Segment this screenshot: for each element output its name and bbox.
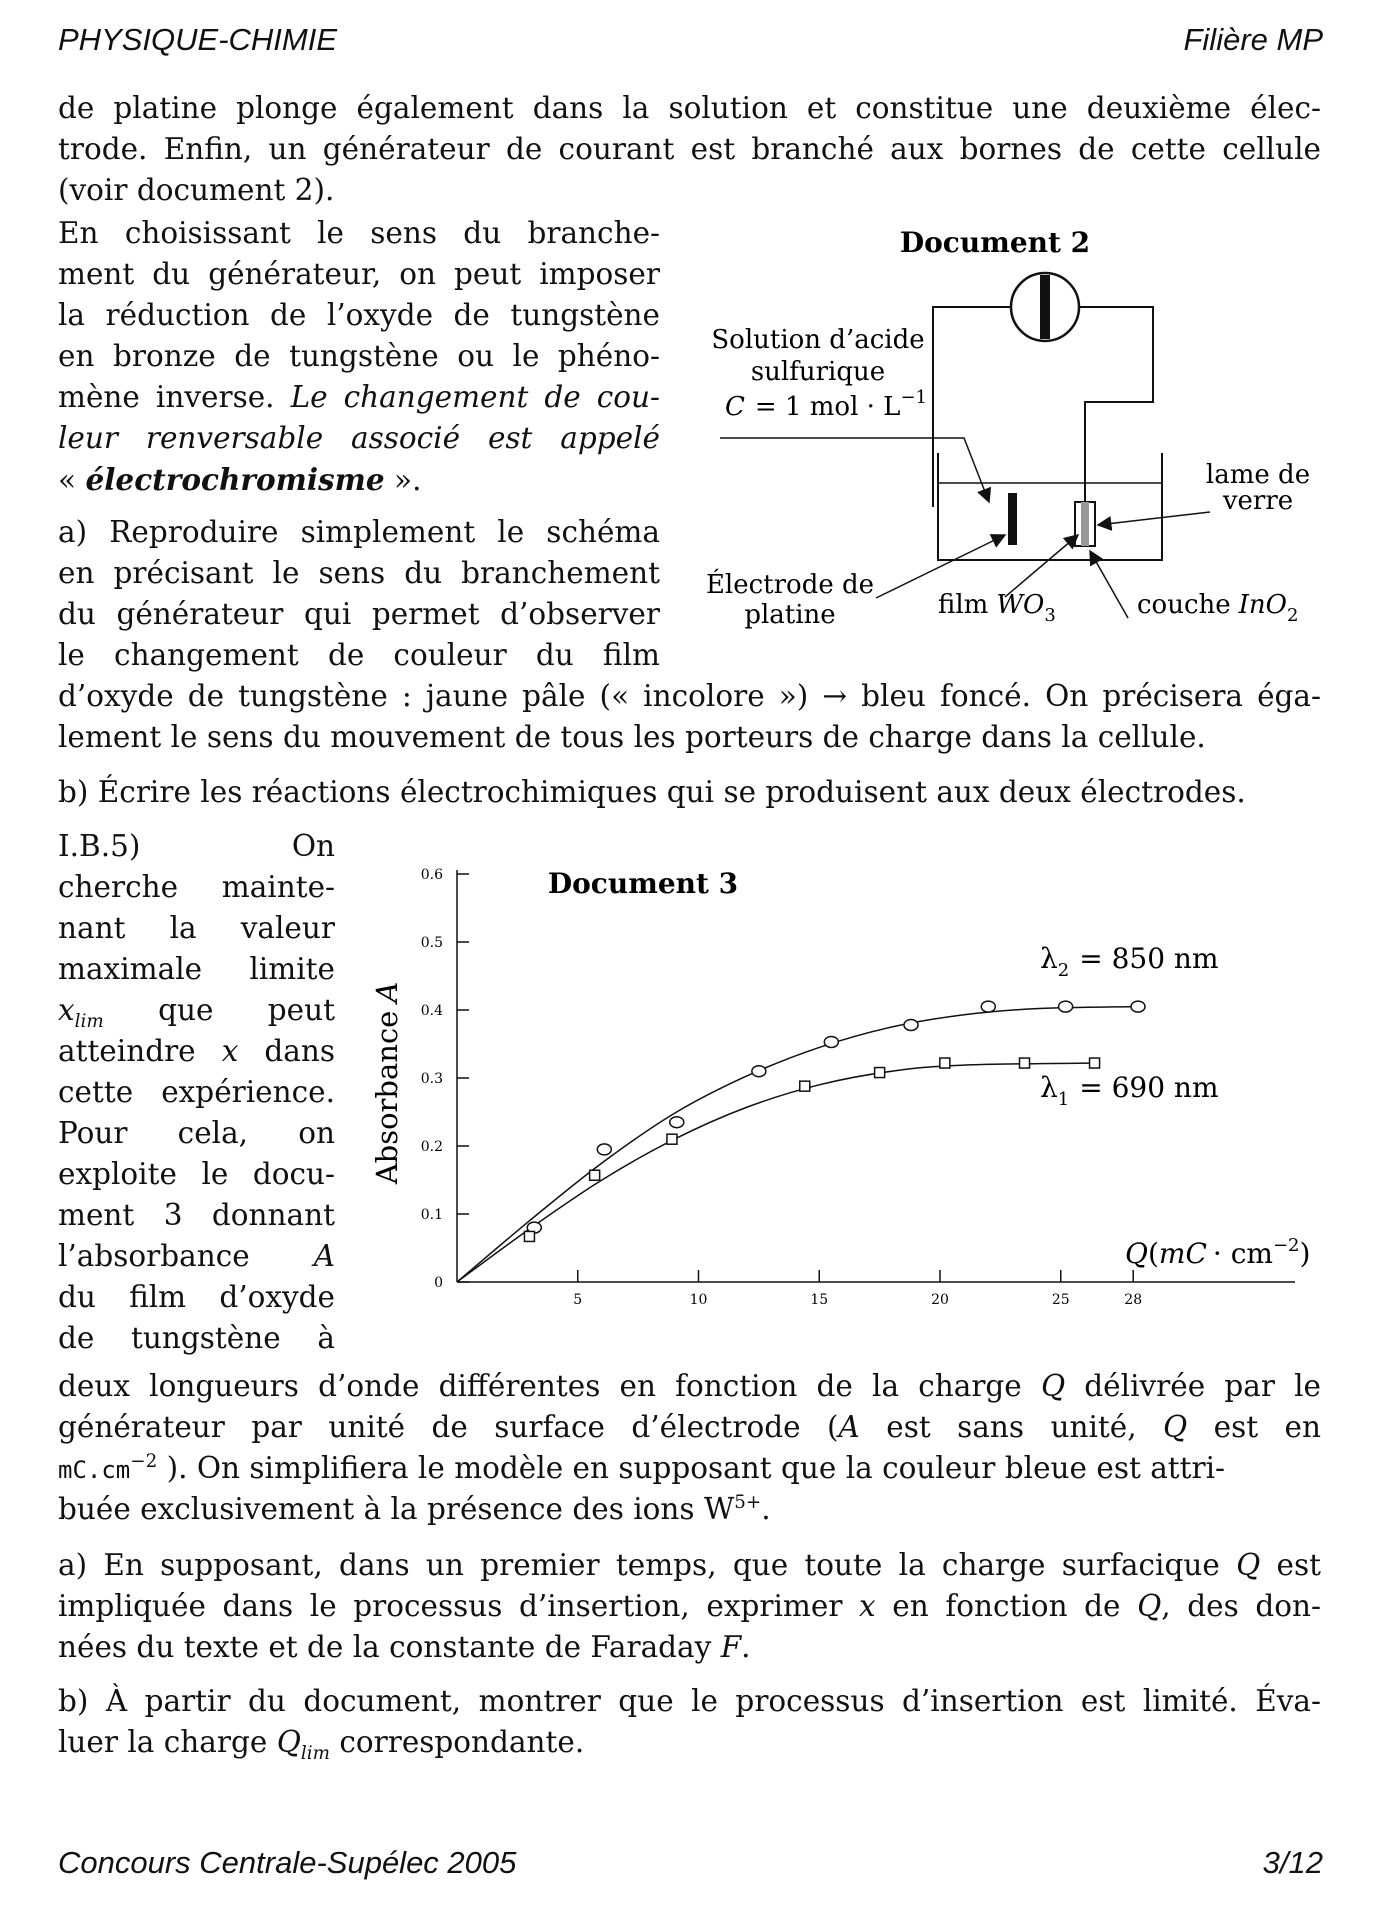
label-film	[938, 590, 1056, 626]
y-axis-label	[370, 982, 404, 1186]
text-line	[58, 1627, 751, 1668]
text-run: est sans unité,	[886, 1410, 1137, 1444]
data-point-circle	[752, 1066, 766, 1077]
text-run: ».	[394, 463, 422, 497]
wire-right	[1079, 307, 1153, 507]
text-run: délivrée par le	[1084, 1369, 1321, 1403]
data-point-circle	[1131, 1001, 1145, 1012]
xlabel-cm: · cm	[1212, 1237, 1273, 1270]
y-tick-label: 0.3	[420, 1071, 443, 1087]
math-sub: lim	[300, 1742, 330, 1764]
math-q: Q	[1137, 1589, 1162, 1623]
beaker	[938, 453, 1162, 560]
text-line: Pour cela, on	[58, 1116, 335, 1150]
text-run: .	[761, 1492, 771, 1526]
text-line: cherche mainte-	[58, 870, 335, 904]
film-b: WO	[996, 590, 1045, 620]
couche-a: couche	[1137, 590, 1231, 620]
text-line: En choisissant le sens du branche-	[58, 216, 660, 250]
text-run: impliquée dans le processus d’insertion, exprimer	[58, 1589, 843, 1623]
text-run: «	[58, 463, 77, 497]
wire-left	[933, 307, 1011, 507]
text-line: a) Reproduire simplement le schéma	[58, 515, 660, 549]
data-point-square	[1090, 1058, 1100, 1068]
x-tick-label: 28	[1124, 1292, 1143, 1308]
xlabel-open: (	[1147, 1237, 1159, 1270]
text-run: deux longueurs d’onde différentes en fonction de la charge	[58, 1369, 1022, 1403]
ylabel-a: A	[370, 981, 404, 1003]
text-run: en fonction de	[892, 1589, 1121, 1623]
text-line: ment 3 donnant	[58, 1198, 335, 1232]
text-run: est	[1276, 1548, 1321, 1582]
label-solution-1: Solution d’acide	[711, 325, 925, 355]
data-point-square	[524, 1231, 534, 1241]
x-tick-label: 10	[689, 1292, 708, 1308]
text-line: le changement de couleur du film	[58, 638, 660, 672]
text-line	[58, 459, 421, 501]
text-line	[58, 826, 335, 867]
legend-lambda2	[1040, 942, 1219, 981]
data-point-circle	[981, 1001, 995, 1012]
text-line	[58, 1366, 1321, 1407]
math-a: A	[838, 1410, 860, 1444]
doc2-title: Document 2	[899, 226, 1091, 259]
data-point-circle	[904, 1019, 918, 1030]
text-line	[58, 1031, 335, 1072]
platinum-electrode	[1008, 493, 1017, 545]
label-solution-2: sulfurique	[750, 357, 886, 387]
text-line: trode. Enfin, un générateur de courant est branché aux bornes de cette cellule	[58, 132, 1321, 166]
y-tick-label: 0	[434, 1275, 443, 1291]
text-line	[58, 1722, 584, 1763]
data-point-circle	[824, 1036, 838, 1047]
data-markers	[524, 1001, 1145, 1241]
header-section: PHYSIQUE-CHIMIE	[58, 22, 338, 57]
math-q: Q	[276, 1725, 301, 1759]
label-concentration	[725, 387, 927, 422]
text-line	[58, 1236, 335, 1277]
label-lame-1: lame de	[1205, 460, 1311, 490]
text-run: l’absorbance	[58, 1239, 250, 1273]
text-run: buée exclusivement à la présence des ions	[58, 1492, 695, 1526]
math-x: x	[859, 1589, 876, 1623]
x-tick-label: 25	[1051, 1292, 1070, 1308]
text-run: atteindre	[58, 1034, 196, 1068]
section-number: I.B.5)	[58, 829, 141, 863]
text-run: est en	[1213, 1410, 1321, 1444]
text-line	[58, 1448, 1321, 1491]
text-run: luer la charge	[58, 1725, 268, 1759]
x-axis-label	[1125, 1235, 1310, 1270]
text-line: exploite le docu-	[58, 1157, 335, 1191]
ylabel-text: Absorbance	[370, 1010, 404, 1185]
arrow-electrode	[876, 535, 1005, 598]
text-line: lement le sens du mouvement de tous les porteurs de charge dans la cellule.	[58, 720, 1206, 754]
text-line: de platine plonge également dans la solution et constitue une deuxième élec-	[58, 91, 1321, 125]
text-line: la réduction de l’oxyde de tungstène	[58, 298, 660, 332]
unit-exp: −2	[130, 1451, 158, 1473]
ion-w: W	[703, 1492, 735, 1526]
text-run: a) En supposant, dans un premier temps, que toute la charge surfacique	[58, 1548, 1220, 1582]
text-run: générateur par unité de surface d’électrode (	[58, 1410, 839, 1444]
y-tick-label: 0.6	[420, 867, 443, 883]
label-electrode-2: platine	[744, 600, 836, 630]
math-x: x	[58, 993, 75, 1027]
xlabel-close: )	[1299, 1237, 1311, 1270]
header-filiere: Filière MP	[1183, 22, 1323, 57]
text-run: Le changement de cou-	[290, 380, 660, 414]
text-run: dans	[264, 1034, 335, 1068]
data-point-circle	[1059, 1001, 1073, 1012]
generator-bar	[1040, 275, 1050, 339]
text-line: maximale limite	[58, 952, 335, 986]
arrow-solution	[720, 438, 989, 502]
text-line: nant la valeur	[58, 911, 335, 945]
text-line	[58, 1489, 771, 1530]
unit-mc-cm: mC.cm	[58, 1456, 131, 1484]
text-line: d’oxyde de tungstène : jaune pâle (« incolore ») → bleu foncé. On précisera éga-	[58, 679, 1321, 713]
label-couche	[1137, 590, 1298, 626]
y-tick-label: 0.4	[420, 1003, 443, 1019]
math-x: x	[221, 1034, 239, 1068]
data-point-square	[800, 1081, 810, 1091]
text-line: du générateur qui permet d’observer	[58, 597, 660, 631]
conc-rest: = 1 mol · L	[754, 392, 901, 422]
text-line: du film d’oxyde	[58, 1280, 335, 1314]
data-point-square	[590, 1170, 600, 1180]
film-a: film	[938, 590, 989, 620]
text-line	[58, 990, 335, 1031]
text-line: b) À partir du document, montrer que le processus d’insertion est limité. Éva-	[58, 1684, 1321, 1718]
couche-b: InO	[1238, 590, 1287, 620]
legend-lam: λ	[1040, 942, 1058, 975]
legend-rest: = 850 nm	[1079, 942, 1219, 975]
math-x-lim	[58, 993, 104, 1032]
chart-title: Document 3	[547, 867, 739, 900]
term-electrochromisme: électrochromisme	[85, 462, 385, 497]
math-a: A	[313, 1239, 335, 1273]
text-run: ). On simplifiera le modèle en supposant que la couleur bleue est attri-	[166, 1451, 1226, 1485]
text-run: que peut	[158, 993, 335, 1027]
data-point-square	[667, 1134, 677, 1144]
document-2-diagram	[680, 215, 1340, 645]
math-sub: lim	[74, 1010, 104, 1032]
text-line: de tungstène à	[58, 1321, 335, 1355]
data-point-circle	[597, 1144, 611, 1155]
legend-lambda1	[1040, 1071, 1219, 1110]
data-point-square	[940, 1058, 950, 1068]
series-1-fit-line	[457, 1007, 1133, 1282]
legend-rest: = 690 nm	[1079, 1071, 1219, 1104]
xlabel-q: Q	[1125, 1237, 1148, 1270]
question-b: b) Écrire les réactions électrochimiques qui se produisent aux deux électrodes.	[58, 775, 1246, 809]
math-q: Q	[1040, 1369, 1066, 1403]
y-ticks	[421, 867, 469, 1291]
conc-c: C	[725, 392, 745, 422]
text-run: , des don-	[1161, 1589, 1321, 1623]
arrow-lame	[1098, 512, 1210, 525]
footer-exam: Concours Centrale-Supélec 2005	[58, 1845, 517, 1880]
x-ticks	[573, 1270, 1142, 1308]
legend-sub: 2	[1057, 960, 1070, 981]
data-point-circle	[670, 1117, 684, 1128]
math-q: Q	[1163, 1410, 1188, 1444]
y-tick-label: 0.1	[420, 1207, 443, 1223]
fit-curves	[457, 1007, 1133, 1282]
text-line	[58, 1586, 1321, 1627]
text-run: On	[291, 829, 335, 863]
text-line	[58, 377, 660, 418]
text-run: correspondante.	[339, 1725, 585, 1759]
text-run: mène inverse.	[58, 380, 275, 414]
ion-charge: 5+	[734, 1492, 762, 1514]
data-point-square	[875, 1068, 885, 1078]
xlabel-exp: −2	[1272, 1235, 1300, 1256]
text-line	[58, 1407, 1321, 1448]
math-f: F	[720, 1630, 742, 1664]
series-2-fit-line	[457, 1063, 1095, 1282]
x-tick-label: 20	[931, 1292, 949, 1308]
math-q: Q	[1236, 1548, 1261, 1582]
arrow-couche	[1090, 551, 1128, 618]
film-sub: 3	[1044, 605, 1056, 626]
document-3-chart	[360, 858, 1320, 1318]
text-line	[58, 1545, 1321, 1586]
legend-lam: λ	[1040, 1071, 1058, 1104]
text-run: .	[741, 1630, 751, 1664]
label-electrode-1: Électrode de	[705, 570, 875, 600]
text-line: cette expérience.	[58, 1075, 335, 1109]
math-q-lim	[276, 1725, 330, 1764]
couche-sub: 2	[1287, 605, 1299, 626]
y-tick-label: 0.2	[420, 1139, 443, 1155]
data-point-square	[1020, 1058, 1030, 1068]
text-line: en précisant le sens du branchement	[58, 556, 660, 590]
legend-sub: 1	[1057, 1089, 1070, 1110]
wo3-film	[1081, 502, 1089, 546]
text-run: nées du texte et de la constante de Faraday	[58, 1630, 712, 1664]
text-line: leur renversable associé est appelé	[58, 421, 660, 455]
label-lame-2: verre	[1222, 486, 1294, 516]
xlabel-mc: mC	[1158, 1237, 1207, 1270]
conc-exp: −1	[900, 387, 927, 408]
y-tick-label: 0.5	[420, 935, 443, 951]
footer-page-number: 3/12	[1262, 1845, 1323, 1880]
x-tick-label: 15	[810, 1292, 829, 1308]
text-line: (voir document 2).	[58, 173, 335, 207]
text-line: en bronze de tungstène ou le phéno-	[58, 339, 660, 373]
x-tick-label: 5	[573, 1292, 583, 1308]
text-line: ment du générateur, on peut imposer	[58, 257, 660, 291]
